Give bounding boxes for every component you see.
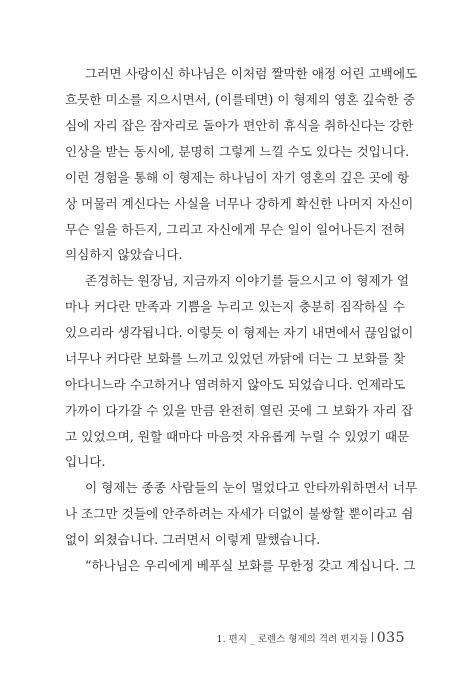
text-line: 상 머물러 계신다는 사실을 너무나 강하게 확신한 나머지 자신이 <box>65 196 414 211</box>
text-line: 인상을 받는 동시에, 분명히 그렇게 느낄 수도 있다는 것입니다. <box>65 144 410 159</box>
text-line: 흐뭇한 미소를 지으시면서, (이를테면) 이 형제의 영혼 깊숙한 중 <box>65 92 415 107</box>
text-line: 심에 자리 잡은 잠자리로 돌아가 편안히 휴식을 취하신다는 강한 <box>65 118 414 133</box>
text-line: 무슨 일을 하든지, 그리고 자신에게 무슨 일이 일어나든지 전혀 <box>65 222 406 237</box>
text-line: 이 형제는 종종 사람들의 눈이 멀었다고 안타까워하면서 너무 <box>85 480 418 495</box>
text-line: 의심하지 않았습니다. <box>65 247 183 262</box>
text-line: “하나님은 우리에게 베푸실 보화를 무한정 갖고 계십니다. 그 <box>85 558 416 573</box>
text-line: 존경하는 원장님, 지금까지 이야기를 들으시고 이 형제가 얼 <box>85 273 409 288</box>
text-line: 이런 경험을 통해 이 형제는 하나님이 자기 영혼의 깊은 곳에 항 <box>65 170 410 185</box>
text-line: 가까이 다가갈 수 있을 만큼 완전히 열린 곳에 그 보화가 자리 잡 <box>65 403 414 418</box>
text-line: 입니다. <box>65 454 106 469</box>
text-line: 고 있었으며, 원할 때마다 마음껏 자유롭게 누릴 수 있었기 때문 <box>65 429 410 444</box>
page-footer <box>200 629 405 647</box>
text-line: 아다니느라 수고하거나 염려하지 않아도 되었습니다. 언제라도 <box>65 377 406 392</box>
text-line: 없이 외쳤습니다. 그러면서 이렇게 말했습니다. <box>65 532 321 547</box>
text-line: 마나 커다란 만족과 기쁨을 누리고 있는지 충분히 짐작하실 수 <box>65 299 405 314</box>
text-line: 너무나 커다란 보화를 느끼고 있었던 까닭에 더는 그 보화를 찾 <box>65 351 406 366</box>
text-line: 그러면 사랑이신 하나님은 이처럼 짤막한 애정 어린 고백에도 <box>85 66 418 81</box>
running-title: 1. 편지 _ 로렌스 형제의 격려 편지들 <box>216 634 368 645</box>
text-line: 있으리라 생각됩니다. 이렇듯 이 형제는 자기 내면에서 끊임없이 <box>65 325 414 340</box>
page-number: 035 <box>376 630 405 646</box>
footer-divider <box>372 632 373 642</box>
text-line: 나 조그만 것들에 안주하려는 자세가 더없이 불쌍할 뿐이라고 쉼 <box>65 506 414 521</box>
